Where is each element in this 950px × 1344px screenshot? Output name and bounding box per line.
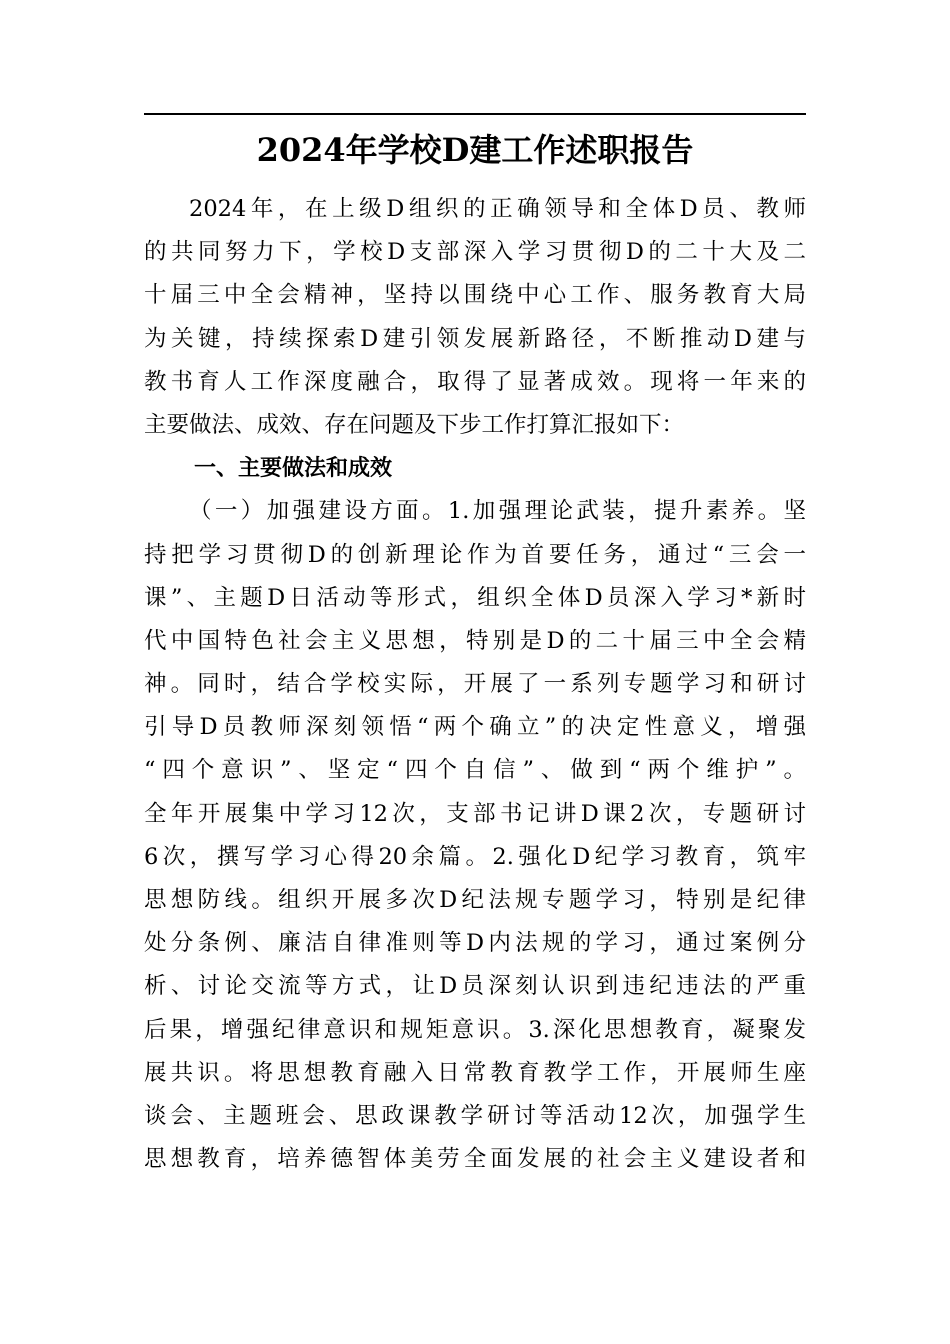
paragraph-line: 神。同时，结合学校实际，开展了一系列专题学习和研讨 [144,671,806,698]
paragraph-line: 教书育人工作深度融合，取得了显著成效。现将一年来的 [144,368,806,395]
paragraph-line: 2024年，在上级D组织的正确领导和全体D员、教师 [189,196,806,222]
paragraph-line: 析、讨论交流等方式，让D员深刻认识到违纪违法的严重 [144,973,806,1000]
paragraph-line: 全年开展集中学习12次，支部书记讲D课2次，专题研讨 [144,800,806,827]
paragraph-line: 十届三中全会精神，坚持以围绕中心工作、服务教育大局 [144,282,806,309]
paragraph-line: 为关键，持续探索D建引领发展新路径，不断推动D建与 [144,325,806,352]
paragraph-line: 课”、主题D日活动等形式，组织全体D员深入学习*新时 [144,584,806,611]
paragraph-line: “四个意识”、坚定“四个自信”、做到“两个维护”。 [144,757,806,784]
paragraph-line: 持把学习贯彻D的创新理论作为首要任务，通过“三会一 [144,541,806,568]
document-title: 2024年学校D建工作述职报告 [256,131,694,169]
paragraph-line: 思想教育，培养德智体美劳全面发展的社会主义建设者和 [144,1146,806,1173]
paragraph-line: 的共同努力下，学校D支部深入学习贯彻D的二十大及二 [144,239,806,266]
paragraph-line: 6次，撰写学习心得20余篇。2.强化D纪学习教育，筑牢 [144,843,806,870]
paragraph-line: 展共识。将思想教育融入日常教育教学工作，开展师生座 [144,1059,806,1086]
document-body [144,188,806,1181]
paragraph-line: 思想防线。组织开展多次D纪法规专题学习，特别是纪律 [144,887,806,913]
paragraph-line: 主要做法、成效、存在问题及下步工作打算汇报如下： [144,411,685,438]
header-rule [144,113,806,115]
paragraph-line: 代中国特色社会主义思想，特别是D的二十届三中全会精 [144,627,806,654]
paragraph-line: 后果，增强纪律意识和规矩意识。3.深化思想教育，凝聚发 [144,1016,806,1043]
paragraph-line: （一）加强建设方面。1.加强理论武装，提升素养。坚 [189,498,806,525]
section-heading: 一、主要做法和成效 [194,456,393,482]
paragraph-line: 处分条例、廉洁自律准则等D内法规的学习，通过案例分 [144,930,806,957]
paragraph-line: 谈会、主题班会、思政课教学研讨等活动12次，加强学生 [144,1102,806,1129]
paragraph-line: 引导D员教师深刻领悟“两个确立”的决定性意义，增强 [144,714,806,741]
